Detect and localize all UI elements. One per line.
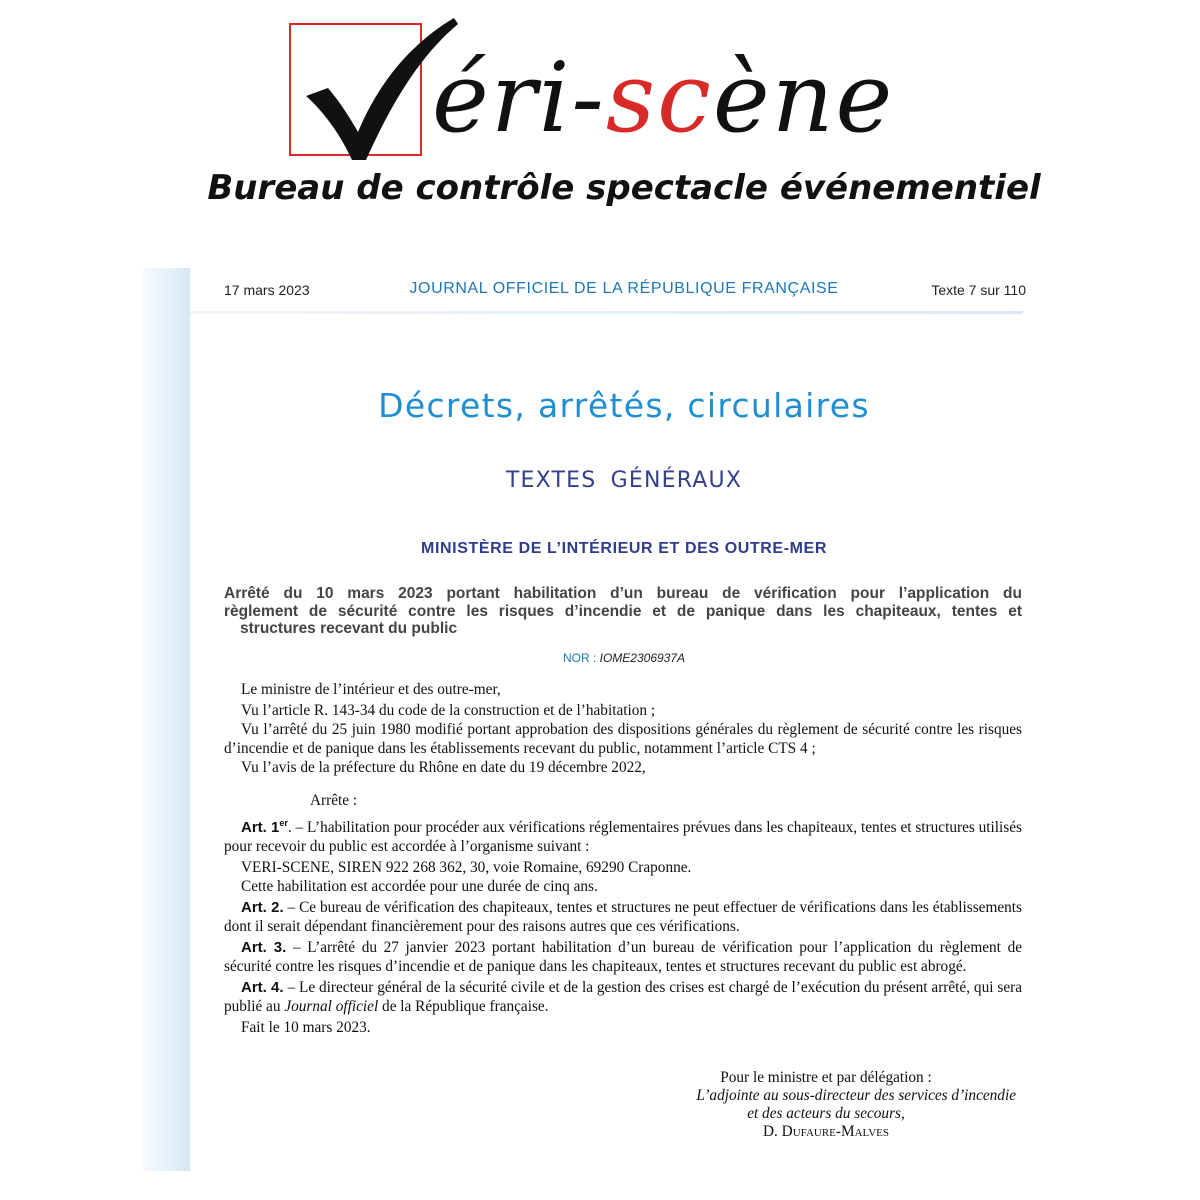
nor-reference	[190, 651, 1058, 665]
preamble-vu: Vu l’avis de la préfecture du Rhône en date du 19 décembre 2022,	[241, 759, 646, 776]
signature-line: et des acteurs du secours,	[747, 1105, 905, 1122]
article-label: Art. 3.	[241, 939, 287, 957]
article-text: – L’arrêté du 27 janvier 2023 portant habilitation d’un bureau de vérification pour l’application du règlement de sécurité contre les risques d’incendie et de panique dans les chapiteaux, tentes et structures recevant du public est abrogé.	[224, 939, 1023, 976]
article-text: – Le directeur général de la sécurité civile et de la gestion des crises est chargé de l’exécution du présent arrêté, qui sera publié au	[224, 979, 1022, 1016]
fait-date: Fait le 10 mars 2023.	[241, 1019, 371, 1037]
preamble-minister: Le ministre de l’intérieur et des outre-mer,	[241, 681, 501, 698]
ministry-heading: MINISTÈRE DE L’INTÉRIEUR ET DES OUTRE-MER	[421, 540, 827, 557]
signature-line: Pour le ministre et par délégation :	[720, 1069, 932, 1086]
arrete-body	[224, 680, 1022, 1037]
preamble-vu: Vu l’arrêté du 25 juin 1980 modifié portant approbation des dispositions générales du règlement de sécurité contre les risques d’incendie et de panique dans les établissements recevant du public, notamment l’article CTS 4 ;	[224, 721, 1022, 757]
article-2	[224, 898, 1022, 936]
arrete-title	[224, 585, 1022, 638]
page-edge-shadow	[143, 268, 190, 1171]
article-label: Art. 1	[241, 819, 280, 837]
veri-scene-logo	[0, 0, 1200, 240]
logo-wordmark: éri-scène	[432, 42, 895, 154]
article-4	[224, 978, 1022, 1016]
nor-value: IOME2306937A	[599, 651, 686, 665]
signature-block	[516, 1069, 1016, 1141]
article-label: Art. 4.	[241, 979, 284, 997]
arrete-keyword: Arrête :	[310, 792, 358, 809]
header-date: 17 mars 2023	[224, 282, 310, 298]
signatory-name: D. Dufaure-Malves	[762, 1123, 890, 1140]
preamble-vu: Vu l’article R. 143-34 du code de la construction et de l’habitation ;	[241, 702, 656, 719]
header-journal-title: JOURNAL OFFICIEL DE LA RÉPUBLIQUE FRANÇAISE	[409, 280, 839, 297]
signature-line: L’adjointe au sous-directeur des services d’incendie	[696, 1087, 1016, 1104]
section-title: Décrets, arrêtés, circulaires	[378, 386, 870, 425]
article-1-organisation: VERI-SCENE, SIREN 922 268 362, 30, voie Romaine, 69290 Craponne.	[241, 859, 692, 877]
arrete-title-line: règlement de sécurité contre les risques d’incendie et de panique dans les chapiteaux, tentes et	[224, 602, 1022, 620]
journal-officiel-italic: Journal officiel	[284, 998, 379, 1016]
article-1-duration: Cette habilitation est accordée pour une durée de cinq ans.	[241, 878, 598, 896]
article-1	[224, 814, 1022, 856]
arrete-title-line: Arrêté du 10 mars 2023 portant habilitation d’un bureau de vérification pour l’application du	[224, 585, 1022, 602]
article-text: . – L’habilitation pour procéder aux vérifications réglementaires prévues dans les chapiteaux, tentes et structures utilisés pour recevoir du public est accordée à l’organisme suivant :	[224, 819, 1022, 856]
journal-page	[190, 268, 1050, 1200]
article-3	[224, 938, 1022, 976]
article-sup: er	[279, 818, 288, 828]
nor-label: NOR :	[562, 651, 597, 665]
header-divider	[190, 311, 1023, 314]
header-text-number: Texte 7 sur 110	[931, 282, 1026, 298]
arrete-title-line: structures recevant du public	[240, 620, 458, 637]
article-label: Art. 2.	[241, 899, 284, 917]
article-text: de la République française.	[378, 998, 549, 1016]
page-header	[224, 280, 1024, 310]
section-subtitle: TEXTES GÉNÉRAUX	[505, 468, 743, 493]
logo-tagline: Bureau de contrôle spectacle événementiel	[207, 168, 1041, 208]
article-text: – Ce bureau de vérification des chapiteaux, tentes et structures ne peut effectuer de vérifications dans les établissements dont il serait dépendant financièrement pour des raisons autres que ces vérifications.	[224, 899, 1022, 936]
